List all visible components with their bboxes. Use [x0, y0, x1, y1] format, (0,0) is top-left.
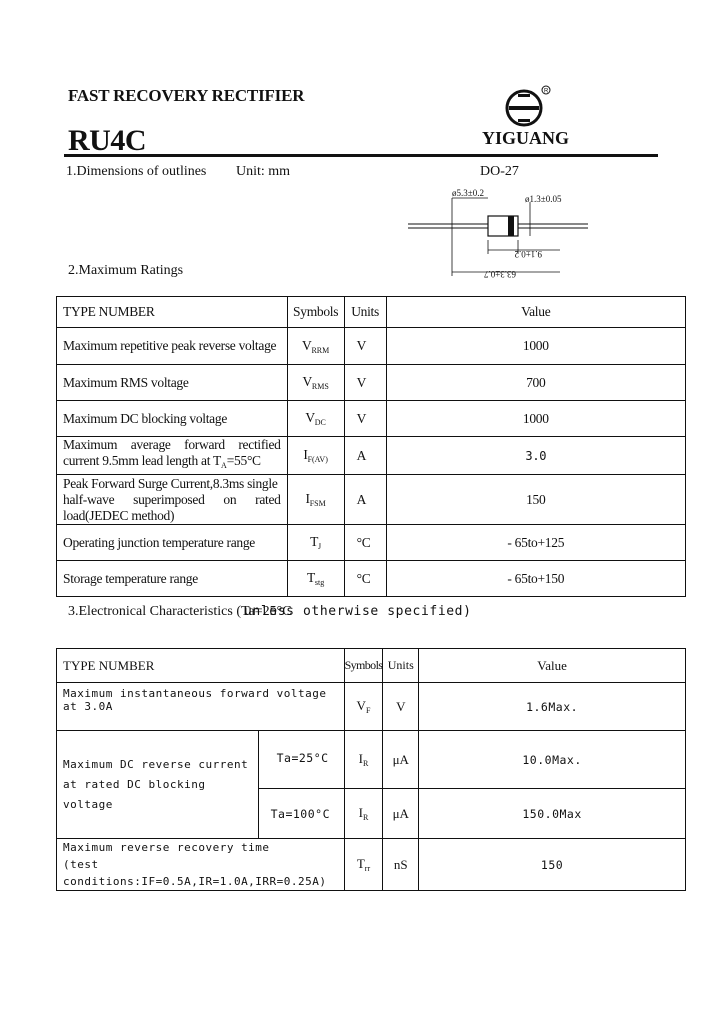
symbol-cell: $T_{rr}$ — [344, 839, 383, 891]
param-cell — [57, 839, 345, 891]
symbol-cell: $I_R$ — [344, 731, 383, 789]
unit-cell: V — [344, 328, 386, 365]
header-symbols: Symbols — [344, 649, 383, 683]
unit-cell: μA — [383, 789, 419, 839]
symbol-cell: $T_{stg}$ — [287, 561, 344, 597]
unit-cell: °C — [344, 561, 386, 597]
electrical-characteristics-table — [56, 648, 686, 891]
symbol-cell: $I_R$ — [344, 789, 383, 839]
table-row — [57, 328, 686, 365]
symbol-cell: $I_{F(AV)}$ — [287, 437, 344, 475]
document-title: FAST RECOVERY RECTIFIER — [68, 86, 305, 105]
do27-outline-drawing — [400, 184, 600, 284]
unit-cell: V — [344, 401, 386, 437]
param-cell — [57, 475, 288, 525]
symbol-cell: $I_{FSM}$ — [287, 475, 344, 525]
param-cell: Operating junction temperature range — [57, 525, 288, 561]
table-header-row — [57, 297, 686, 328]
header-type-number: TYPE NUMBER — [57, 297, 288, 328]
section-dimensions-heading: 1.Dimensions of outlines — [66, 164, 207, 179]
part-number: RU4C — [68, 124, 146, 157]
param-line-2: current 9.5mm lead length at $T_A=55^\circ C$ — [63, 453, 261, 470]
yiguang-logo-icon — [500, 84, 560, 130]
table-header-row — [57, 649, 686, 683]
unit-cell: A — [344, 475, 386, 525]
condition-cell: Ta=25°C — [258, 731, 344, 789]
table-row — [57, 525, 686, 561]
dimensions-unit: Unit: mm — [236, 164, 291, 179]
value-cell: 10.0Max. — [419, 731, 686, 789]
value-cell: 150.0Max — [419, 789, 686, 839]
param-line-1: Maximum average forward rectified — [63, 437, 281, 452]
unit-cell: °C — [344, 525, 386, 561]
param-line-2: (test conditions:IF=0.5A,IR=1.0A,IRR=0.25A) — [63, 858, 327, 888]
symbol-cell: $T_J$ — [287, 525, 344, 561]
param-cell — [57, 437, 288, 475]
overall-length-dim: 63.3±0.7 — [484, 269, 516, 279]
symbol-cell: $V_{RRM}$ — [287, 328, 344, 365]
brand-name: YIGUANG — [482, 128, 570, 148]
body-diameter-dim: ø5.3±0.2 — [452, 188, 484, 198]
table-row — [57, 475, 686, 525]
value-cell: 700 — [386, 365, 685, 401]
maximum-ratings-table — [56, 296, 686, 597]
param-line-1: Maximum reverse recovery time — [63, 841, 270, 854]
param-cell: Maximum DC blocking voltage — [57, 401, 288, 437]
section-electrical-heading-note: unless otherwise specified) — [244, 604, 472, 619]
package-name: DO-27 — [480, 164, 519, 179]
header-units: Units — [383, 649, 419, 683]
param-cell: Maximum RMS voltage — [57, 365, 288, 401]
header-type-number: TYPE NUMBER — [57, 649, 345, 683]
unit-cell: V — [383, 683, 419, 731]
param-line-2: half-wave superimposed on rated — [63, 491, 281, 507]
svg-text:R: R — [544, 88, 549, 95]
lead-diameter-dim: ø1.3±0.05 — [525, 194, 562, 204]
unit-cell: A — [344, 437, 386, 475]
section-ratings-heading: 2.Maximum Ratings — [68, 263, 184, 278]
param-line-3: load(JEDEC method) — [63, 507, 175, 523]
param-line-2: at rated DC blocking voltage — [63, 777, 206, 811]
header-value: Value — [386, 297, 685, 328]
value-cell: 3.0 — [386, 437, 685, 475]
param-line-1: Maximum DC reverse current — [63, 757, 249, 771]
value-cell: - 65to+150 — [386, 561, 685, 597]
symbol-cell: $V_{DC}$ — [287, 401, 344, 437]
table-row — [57, 401, 686, 437]
param-cell: Maximum repetitive peak reverse voltage — [57, 328, 288, 365]
unit-cell: V — [344, 365, 386, 401]
symbol-cell: $V_F$ — [344, 683, 383, 731]
table-row — [57, 839, 686, 891]
table-row — [57, 437, 686, 475]
header-rule — [64, 154, 658, 157]
unit-cell: nS — [383, 839, 419, 891]
value-cell: 150 — [419, 839, 686, 891]
unit-cell: μA — [383, 731, 419, 789]
header-units: Units — [344, 297, 386, 328]
value-cell: 1000 — [386, 328, 685, 365]
header-value: Value — [419, 649, 686, 683]
value-cell: 1.6Max. — [419, 683, 686, 731]
value-cell: - 65to+125 — [386, 525, 685, 561]
table-row — [57, 683, 686, 731]
table-row — [57, 561, 686, 597]
symbol-cell: $V_{RMS}$ — [287, 365, 344, 401]
section-electrical-heading: 3.Electronical Characteristics (Ta=25°C — [68, 604, 292, 619]
value-cell: 150 — [386, 475, 685, 525]
table-row — [57, 731, 686, 789]
body-length-dim: 9.1±0.2 — [514, 249, 542, 259]
param-cell: Maximum instantaneous forward voltage at 3.0A — [57, 683, 345, 731]
condition-cell: Ta=100°C — [258, 789, 344, 839]
param-line-1: Peak Forward Surge Current,8.3ms single — [63, 475, 278, 491]
param-cell — [57, 731, 259, 839]
param-cell: Storage temperature range — [57, 561, 288, 597]
table-row — [57, 365, 686, 401]
header-symbols: Symbols — [287, 297, 344, 328]
value-cell: 1000 — [386, 401, 685, 437]
